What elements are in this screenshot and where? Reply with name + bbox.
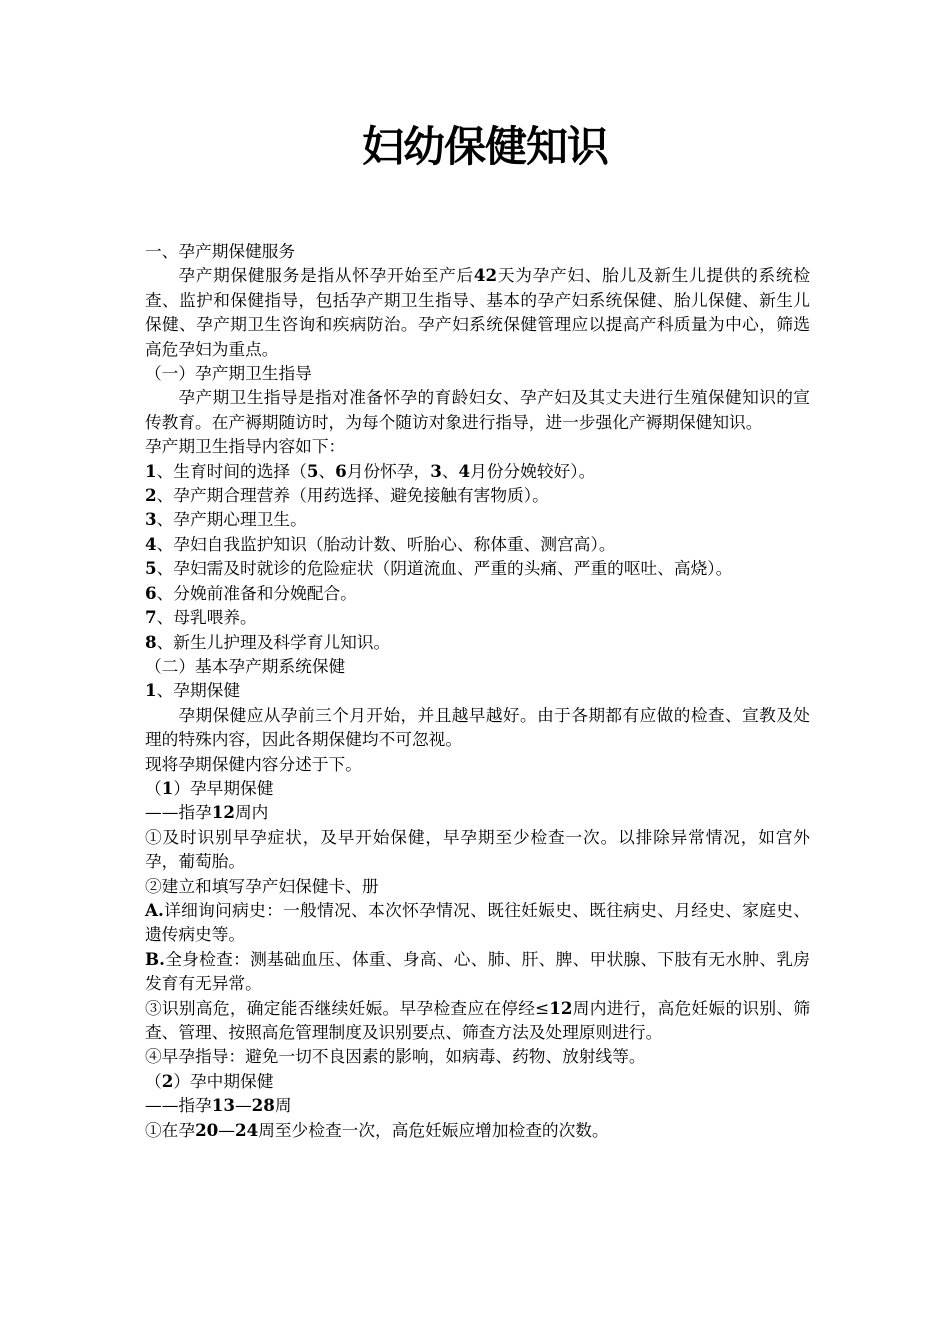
paragraph: 7、母乳喂养。 xyxy=(145,607,257,628)
paragraph: ②建立和填写孕产妇保健卡、册 xyxy=(145,875,379,896)
paragraph: ④早孕指导：避免一切不良因素的影响，如病毒、药物、放射线等。 xyxy=(145,1046,646,1067)
paragraph: 现将孕期保健内容分述于下。 xyxy=(145,753,362,774)
paragraph: 孕期保健应从孕前三个月开始，并且越早越好。由于各期都有应做的检查、宣教及处理的特殊内容，因此各期保健均不可忽视。 xyxy=(145,704,810,750)
document-title: 妇幼保健知识 xyxy=(361,122,608,171)
paragraph: （2）孕中期保健 xyxy=(145,1070,274,1091)
paragraph: B.全身检查：测基础血压、体重、身高、心、肺、肝、脾、甲状腺、下肢有无水肿、乳房发育有无异常。 xyxy=(145,948,810,994)
paragraph: 5、孕妇需及时就诊的危险症状（阴道流血、严重的头痛、严重的呕吐、高烧）。 xyxy=(145,558,733,579)
paragraph: ——指孕13—28周 xyxy=(145,1095,292,1116)
paragraph: ①在孕20—24周至少检查一次，高危妊娠应增加检查的次数。 xyxy=(145,1119,609,1140)
paragraph: 8、新生儿护理及科学育儿知识。 xyxy=(145,631,391,652)
paragraph: ①及时识别早孕症状，及早开始保健，早孕期至少检查一次。以排除异常情况，如宫外孕，葡萄胎。 xyxy=(145,826,810,872)
paragraph: 一、孕产期保健服务 xyxy=(145,241,296,261)
paragraph: A.详细询问病史：一般情况、本次怀孕情况、既往妊娠史、既往病史、月经史、家庭史、遗传病史等。 xyxy=(145,899,810,945)
paragraph: 2、孕产期合理营养（用药选择、避免接触有害物质）。 xyxy=(145,485,549,506)
paragraph: （一）孕产期卫生指导 xyxy=(145,363,312,384)
paragraph: 孕产期保健服务是指从怀孕开始至产后42天为孕产妇、胎儿及新生儿提供的系统检查、监护和保健指导，包括孕产期卫生指导、基本的孕产妇系统保健、胎儿保健、新生儿保健、孕产期卫生咨询和疾病防治。孕产妇系统保健管理应以提高产科质量为中心，筛选高危孕妇为重点。 xyxy=(145,265,811,359)
paragraph: ③识别高危，确定能否继续妊娠。早孕检查应在停经≤12周内进行，高危妊娠的识别、筛查、管理、按照高危管理制度及识别要点、筛查方法及处理原则进行。 xyxy=(145,997,811,1042)
document-body xyxy=(145,239,810,1142)
paragraph: 1、生育时间的选择（5、6月份怀孕，3、4月份分娩较好）。 xyxy=(145,460,596,481)
paragraph: （1）孕早期保健 xyxy=(145,777,274,798)
paragraph: 6、分娩前准备和分娩配合。 xyxy=(145,582,357,603)
paragraph: 4、孕妇自我监护知识（胎动计数、听胎心、称体重、测宫高）。 xyxy=(145,533,616,554)
paragraph: （二）基本孕产期系统保健 xyxy=(145,655,346,676)
paragraph: 孕产期卫生指导是指对准备怀孕的育龄妇女、孕产妇及其丈夫进行生殖保健知识的宣传教育。在产褥期随访时，为每个随访对象进行指导，进一步强化产褥期保健知识。 xyxy=(145,387,810,432)
paragraph: 孕产期卫生指导内容如下： xyxy=(145,436,346,457)
paragraph: ——指孕12周内 xyxy=(145,802,269,823)
paragraph: 3、孕产期心理卫生。 xyxy=(145,509,307,530)
paragraph: 1、孕期保健 xyxy=(145,680,241,701)
